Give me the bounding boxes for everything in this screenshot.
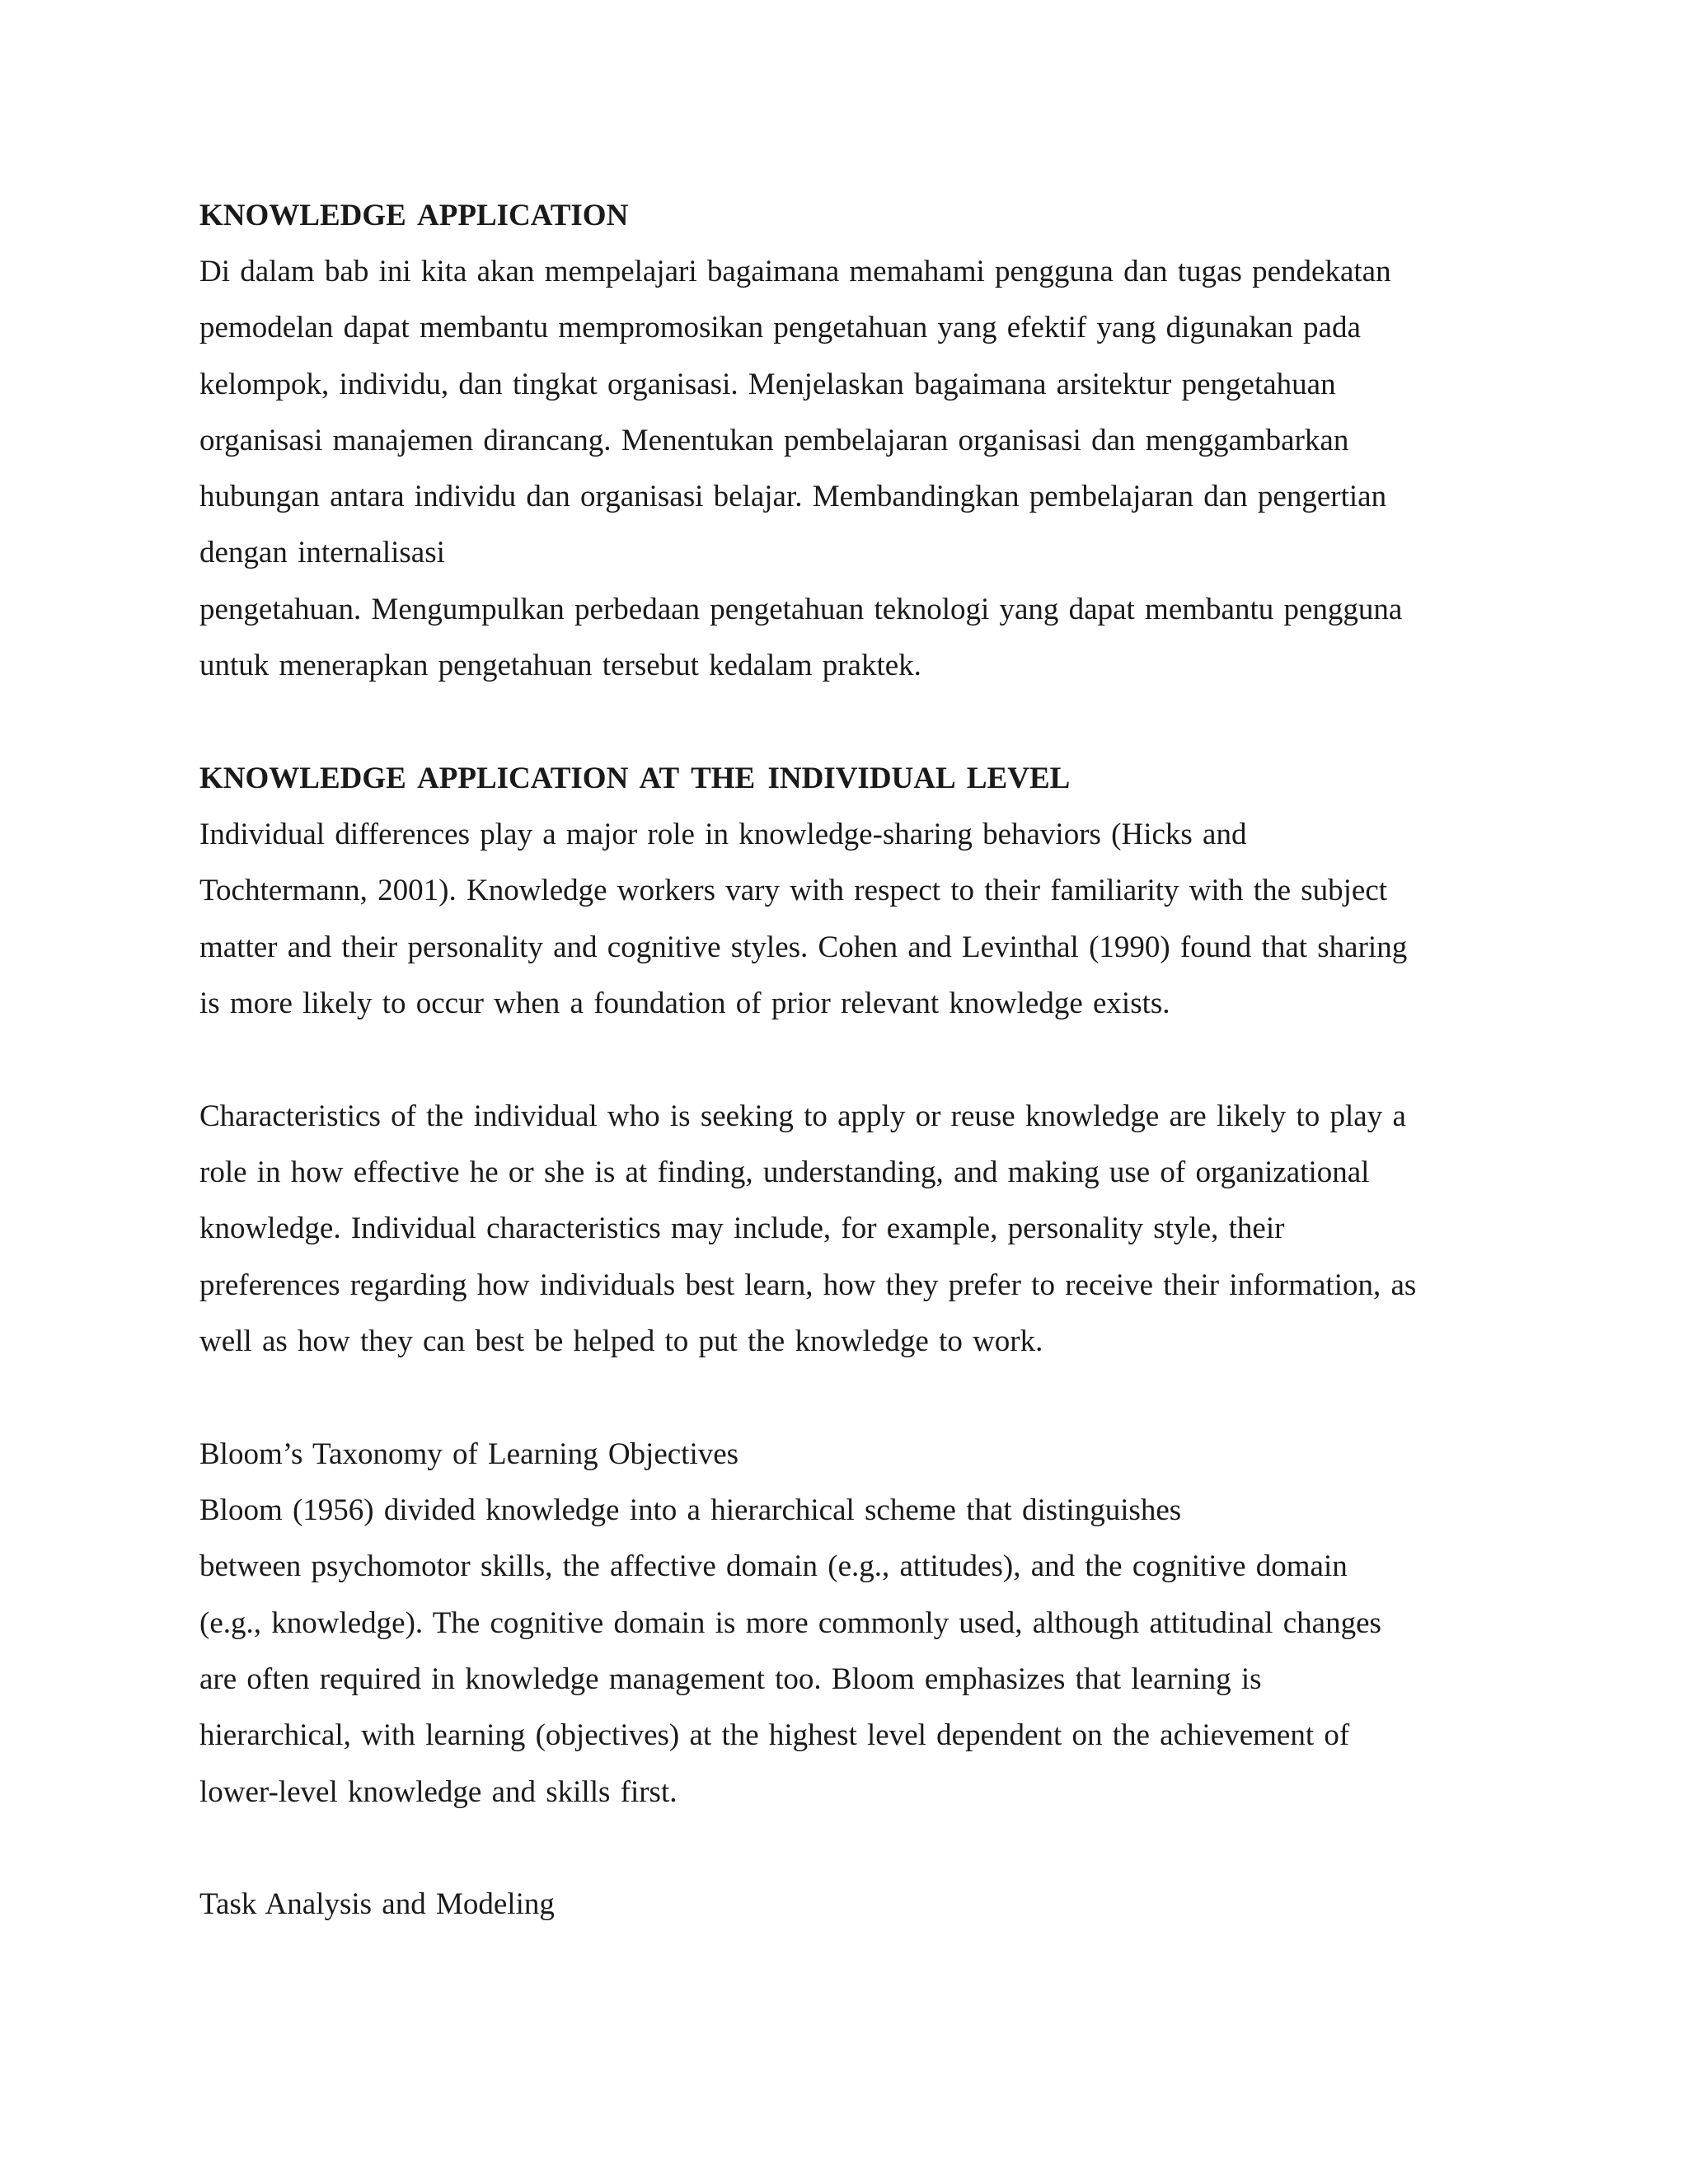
- body-line: pemodelan dapat membantu mempromosikan pengetahuan yang efektif yang digunakan pada: [199, 311, 1361, 344]
- body-line: Di dalam bab ini kita akan mempelajari bagaimana memahami pengguna dan tugas pendekatan: [199, 255, 1391, 288]
- body-line: untuk menerapkan pengetahuan tersebut kedalam praktek.: [199, 649, 921, 682]
- body-line: dengan internalisasi: [199, 536, 445, 569]
- body-line: pengetahuan. Mengumpulkan perbedaan pengetahuan teknologi yang dapat membantu pengguna: [199, 593, 1403, 626]
- section-heading-individual-level: KNOWLEDGE APPLICATION AT THE INDIVIDUAL LEVEL: [199, 762, 1071, 795]
- body-line: lower-level knowledge and skills first.: [199, 1775, 678, 1809]
- body-line: (e.g., knowledge). The cognitive domain is more commonly used, although attitudinal changes: [199, 1606, 1381, 1640]
- section-heading-knowledge-application: KNOWLEDGE APPLICATION: [199, 199, 629, 232]
- body-line: knowledge. Individual characteristics may include, for example, personality style, their: [199, 1212, 1285, 1245]
- body-line: hubungan antara individu dan organisasi belajar. Membandingkan pembelajaran dan pengertian: [199, 480, 1387, 513]
- body-line: Tochtermann, 2001). Knowledge workers vary with respect to their familiarity with the subject: [199, 874, 1388, 907]
- body-line: kelompok, individu, dan tingkat organisasi. Menjelaskan bagaimana arsitektur pengetahuan: [199, 368, 1336, 401]
- body-line: organisasi manajemen dirancang. Menentukan pembelajaran organisasi dan menggambarkan: [199, 424, 1349, 457]
- body-line: is more likely to occur when a foundation of prior relevant knowledge exists.: [199, 987, 1170, 1020]
- body-line: Characteristics of the individual who is seeking to apply or reuse knowledge are likely to play a: [199, 1099, 1406, 1133]
- body-line: preferences regarding how individuals best learn, how they prefer to receive their information, as: [199, 1268, 1417, 1302]
- body-line: hierarchical, with learning (objectives) at the highest level dependent on the achievement of: [199, 1718, 1350, 1752]
- body-line: are often required in knowledge management too. Bloom emphasizes that learning is: [199, 1662, 1262, 1696]
- section-heading-blooms-taxonomy: Bloom’s Taxonomy of Learning Objectives: [199, 1437, 739, 1471]
- body-line: between psychomotor skills, the affective domain (e.g., attitudes), and the cognitive domain: [199, 1549, 1348, 1583]
- body-line: Individual differences play a major role in knowledge-sharing behaviors (Hicks and: [199, 818, 1247, 851]
- body-line: role in how effective he or she is at finding, understanding, and making use of organizational: [199, 1155, 1370, 1189]
- body-line: Bloom (1956) divided knowledge into a hierarchical scheme that distinguishes: [199, 1493, 1182, 1527]
- body-line: matter and their personality and cognitive styles. Cohen and Levinthal (1990) found that sharing: [199, 930, 1408, 964]
- body-line: well as how they can best be helped to put the knowledge to work.: [199, 1324, 1043, 1358]
- section-heading-task-analysis: Task Analysis and Modeling: [199, 1887, 555, 1921]
